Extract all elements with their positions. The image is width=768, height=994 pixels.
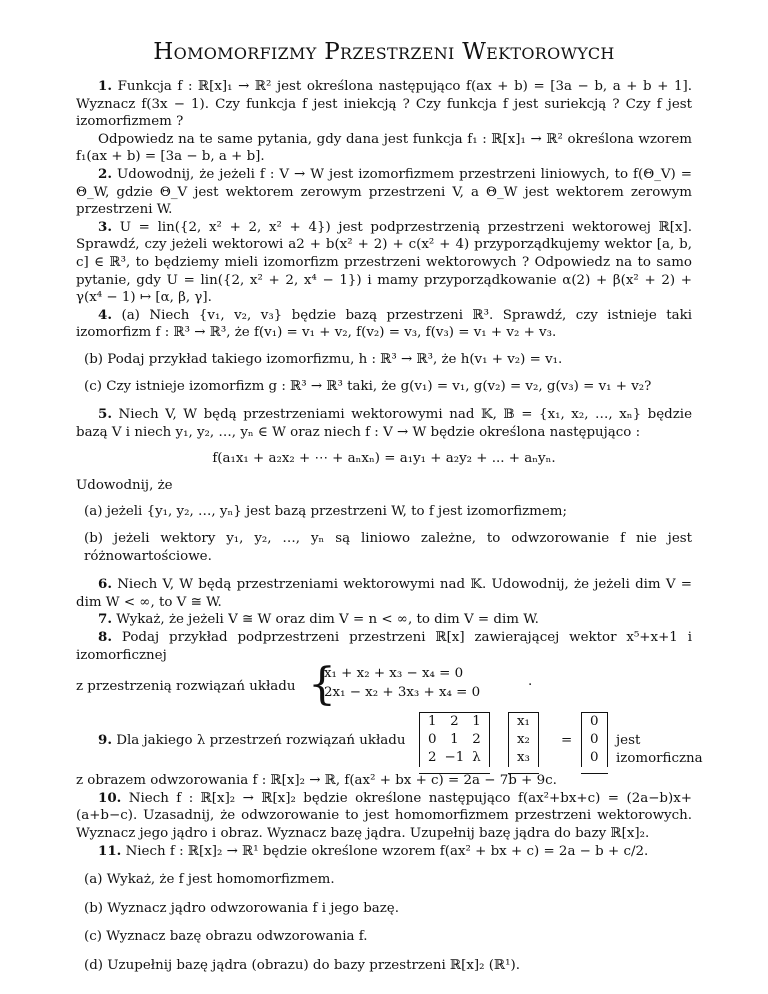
matrix-cell: 2 — [428, 750, 437, 766]
variable-cell: x₂ — [517, 732, 530, 748]
problem-text: (a) Niech {v₁, v₂, v₃} będzie bazą przestrzeni ℝ³. Sprawdź, czy istnieje taki izomorfizm f : ℝ³ → ℝ³, że f(v₁) = v₁ + v₂, f(v₂) = v₃, f(v₃) = v₁ + v₂ + v₃. — [76, 307, 692, 341]
problem-number: 5. — [98, 406, 112, 423]
problem-3 — [76, 219, 692, 307]
problem-5b: (b) jeżeli wektory y₁, y₂, …, yₙ są liniowo zależne, to odwzorowanie f nie jest różnowartościowe. — [84, 531, 692, 564]
problem-number: 9. — [98, 732, 112, 749]
zero-cell: 0 — [590, 732, 599, 748]
problem-8-label: z przestrzenią rozwiązań układu — [76, 679, 296, 695]
problem-number: 6. — [98, 576, 112, 593]
matrix-cell: 1 — [428, 714, 437, 730]
equation-list — [324, 664, 480, 702]
problem-text: Niech V, W będą przestrzeniami wektorowymi nad 𝕂. Udowodnij, że jeżeli dim V = dim W < ∞, to V ≅ W. — [76, 577, 692, 610]
problem-11a: (a) Wykaż, że f jest homomorfizmem. — [84, 872, 335, 888]
matrix-cell: λ — [472, 750, 481, 766]
zero-cell: 0 — [590, 714, 599, 730]
variable-cell: x₃ — [517, 750, 530, 766]
equation-period: . — [528, 674, 533, 690]
problem-1-followup: Odpowiedz na te same pytania, gdy dana jest funkcja f₁ : ℝ[x]₁ → ℝ² określona wzorem f₁(ax + b) = [3a − b, a + b]. — [76, 131, 692, 165]
problem-number: 2. — [98, 165, 112, 182]
problem-text: Wykaż, że jeżeli V ≅ W oraz dim V = n < ∞, to dim V = dim W. — [116, 612, 539, 628]
problem-9-text: Dla jakiego λ przestrzeń rozwiązań układu — [116, 733, 406, 749]
matrix-cell: 2 — [450, 714, 459, 730]
problem-4 — [76, 307, 692, 342]
problem-6 — [76, 576, 692, 611]
problem-text: Funkcja f : ℝ[x]₁ → ℝ² jest określona następująco f(ax + b) = [3a − b, a + b + 1]. Wyznacz f(3x − 1). Czy funkcja f jest iniekcją ? Czy funkcja f jest suriekcją ? Czy f jest izomorfizmem ? — [76, 79, 692, 130]
matrix-cell: 2 — [472, 732, 481, 748]
matrix-cell: 0 — [428, 732, 437, 748]
problem-9-system — [76, 710, 703, 772]
problem-number: 3. — [98, 218, 112, 235]
equation-2: 2x₁ − x₂ + 3x₃ + x₄ = 0 — [324, 685, 481, 701]
problem-8-system — [76, 659, 692, 711]
problem-5a: (a) jeżeli {y₁, y₂, …, yₙ} jest bazą przestrzeni W, to f jest izomorfizmem; — [84, 504, 568, 520]
problem-text: Udowodnij, że jeżeli f : V → W jest izomorfizmem przestrzeni liniowych, to f(Θ_V) = Θ_W, gdzie Θ_V jest wektorem zerowym przestrzeni V, a Θ_W jest wektorem zerowym przestrzeni W. — [76, 166, 692, 218]
problem-1 — [76, 78, 692, 131]
problem-11b: (b) Wyznacz jądro odwzorowania f i jego bazę. — [84, 900, 399, 916]
problem-number: 10. — [98, 789, 122, 806]
problem-9-tail: z obrazem odwzorowania f : ℝ[x]₂ → ℝ, f(ax² + bx + c) = 2a − 7b + 9c. — [76, 773, 557, 789]
problem-5 — [76, 406, 692, 441]
problem-10 — [76, 790, 692, 843]
problem-11c: (c) Wyznacz bazę obrazu odwzorowania f. — [84, 929, 368, 945]
problem-8 — [76, 629, 692, 664]
problem-5-formula: f(a₁x₁ + a₂x₂ + ⋯ + aₙxₙ) = a₁y₁ + a₂y₂ + ... + aₙyₙ. — [212, 451, 556, 467]
problem-2 — [76, 166, 692, 219]
variable-cell: x₁ — [517, 714, 530, 730]
page-title: Homomorfizmy Przestrzeni Wektorowych — [153, 39, 615, 65]
problem-text: Niech f : ℝ[x]₂ → ℝ[x]₂ będzie określone następująco f(ax²+bx+c) = (2a−b)x+(a+b−c). Uzasadnij, że odwzorowanie to jest homomorfizmem przestrzeni wektorowych. Wyznacz jego jądro i obraz. Wyznacz bazę jądra. Uzupełnij bazę jądra do bazy ℝ[x]₂. — [76, 790, 692, 841]
problem-9-after: jest izomorficzna — [616, 733, 703, 766]
problem-7 — [76, 611, 692, 629]
coefficient-matrix — [419, 712, 490, 774]
problem-9-label — [98, 732, 406, 750]
problem-number: 1. — [98, 78, 112, 94]
zero-cell: 0 — [590, 750, 599, 766]
matrix-cell: 1 — [472, 714, 481, 730]
problem-4b: (b) Podaj przykład takiego izomorfizmu, h : ℝ³ → ℝ³, że h(v₁ + v₂) = v₁. — [84, 351, 563, 367]
problem-11d: (d) Uzupełnij bazę jądra (obrazu) do bazy przestrzeni ℝ[x]₂ (ℝ¹). — [84, 957, 520, 973]
zero-vector — [581, 712, 608, 774]
problem-number: 4. — [98, 306, 112, 323]
problem-5-prove: Udowodnij, że — [76, 477, 173, 493]
matrix-cell: −1 — [444, 750, 465, 766]
variable-vector — [508, 712, 539, 774]
left-brace: { — [308, 659, 336, 711]
problem-number: 7. — [98, 611, 112, 628]
problem-4c: (c) Czy istnieje izomorfizm g : ℝ³ → ℝ³ taki, że g(v₁) = v₁, g(v₂) = v₂, g(v₃) = v₁ + v₂? — [84, 378, 652, 394]
document-page — [76, 38, 703, 975]
matrix-cell: 1 — [450, 732, 459, 748]
equals-sign: = — [561, 733, 573, 749]
problem-number: 11. — [98, 842, 122, 859]
problem-11 — [76, 843, 692, 861]
problem-text: Niech f : ℝ[x]₂ → ℝ¹ będzie określone wzorem f(ax² + bx + c) = 2a − b + c/2. — [125, 843, 649, 859]
problem-text: U = lin({2, x² + 2, x² + 4}) jest podprzestrzenią przestrzeni wektorowej ℝ[x]. Sprawdź, czy jeżeli wektorowi a2 + b(x² + 2) + c(x² + 4) przyporządkujemy wektor [a, b, c] ∈ ℝ³, to będziemy mieli izomorfizm przestrzeni wektorowych ? Odpowiedz na to samo pytanie, gdy U = lin({2, x² + 2, x⁴ − 1}) i mamy przyporządkowanie α(2) + β(x² + 2) + γ(x⁴ − 1) ↦ [α, β, γ]. — [76, 219, 693, 306]
problem-text: Podaj przykład podprzestrzeni przestrzeni ℝ[x] zawierającej wektor x⁵+x+1 i izomorficznej — [76, 630, 692, 663]
problem-text: Niech V, W będą przestrzeniami wektorowymi nad 𝕂, 𝔹 = {x₁, x₂, …, xₙ} będzie bazą V i niech y₁, y₂, …, yₙ ∈ W oraz niech f : V → W będzie określona następująco : — [76, 407, 692, 440]
equation-1: x₁ + x₂ + x₃ − x₄ = 0 — [324, 666, 464, 682]
problem-number: 8. — [98, 629, 112, 646]
